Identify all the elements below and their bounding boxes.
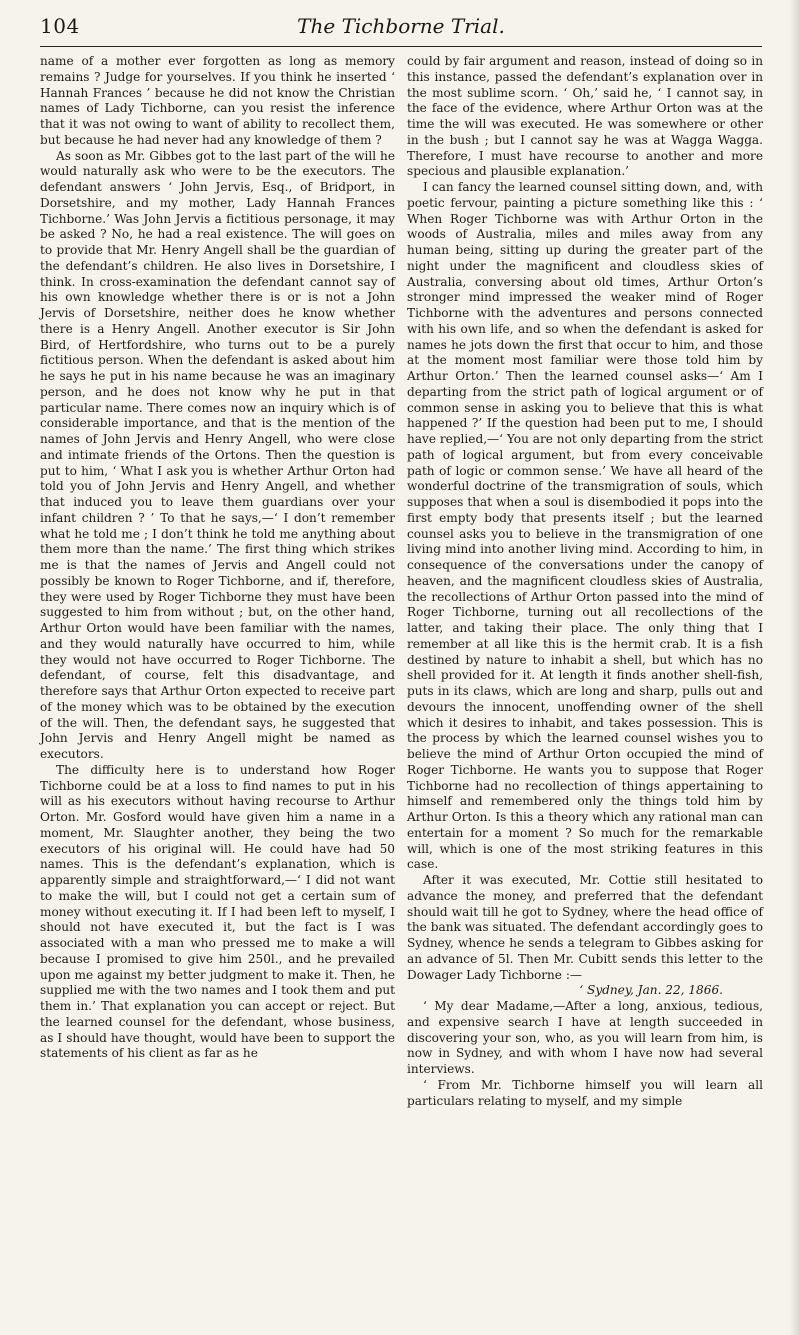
letter-paragraph: ‘ My dear Madame,—After a long, anxious, tedious, and expensive search I have at length succeeded in discovering your son, who, as you will learn from him, is now in Sydney, and with whom I have now had several interviews. <box>407 999 763 1076</box>
paragraph: After it was executed, Mr. Cottie still hesitated to advance the money, and preferred that the defendant should wait till he got to Sydney, where the head office of the bank was situated. The defendant accordingly goes to Sydney, whence he sends a telegram to Gibbes asking for an advance of 5l. Then Mr. Cubitt sends this letter to the Dowager Lady Tichborne :— <box>407 873 763 982</box>
paragraph: The difficulty here is to understand how Roger Tichborne could be at a loss to find names to put in his will as his executors without having recourse to Arthur Orton. Mr. Gosford would have given him a name in a moment, Mr. Slaughter another, they being the two executors of his original will. He could have had 50 names. This is the defendant’s explanation, which is apparently simple and straightforward,—‘ I did not want to make the will, but I could not get a certain sum of money without executing it. If I had been left to myself, I should not have executed it, but the fact is I was associated with a man who pressed me to make a will because I promised to give him 250l., and he prevailed upon me against my better judgment to make it. Then, he supplied me with the two names and I took them and put them in.’ That explanation you can accept or reject. But the learned counsel for the defendant, whose business, as I should have thought, would have been to support the statements of his client as far as he <box>40 762 395 1061</box>
paragraph: As soon as Mr. Gibbes got to the last part of the will he would naturally ask who were to be the executors. The defendant answers ‘ John Jervis, Esq., of Bridport, in Dorsetshire, and my mother, Lady Hannah Frances Tichborne.’ Was John Jervis a fictitious personage, it may be asked ? No, he had a real existence. The will goes on to provide that Mr. Henry Angell shall be the guardian of the defendant’s children. He also lives in Dorsetshire, I think. In cross-examination the defendant cannot say of his own knowledge whether there is or is not a John Jervis of Dorsetshire, neither does he know whether there is a Henry Angell. Another executor is Sir John Bird, of Hertfordshire, who turns out to be a purely fictitious person. When the defendant is asked about him he says he put in his name because he was an imaginary person, and he does not know why he put in that particular name. There comes now an inquiry which is of considerable importance, and that is the mention of the names of John Jervis and Henry Angell, who were close and intimate friends of the Ortons. Then the question is put to him, ‘ What I ask you is whether Arthur Orton had told you of John Jervis and Henry Angell, and whether that induced you to leave them guardians over your infant children ? ’ To that he says,—‘ I don’t remember what he told me ; I don’t think he told me anything about them more than the name.’ The first thing which strikes me is that the names of Jervis and Angell could not possibly be known to Roger Tichborne, and if, therefore, they were used by Roger Tichborne they must have been suggested to him from without ; but, on the other hand, Arthur Orton would have been familiar with the names, and they would naturally have occurred to him, while they would not have occurred to Roger Tichborne. The defendant, of course, felt this disadvantage, and therefore says that Arthur Orton expected to receive part of the money which was to be obtained by the execution of the will. Then, the defendant says, he suggested that John Jervis and Henry Angell might be named as executors. <box>40 148 395 761</box>
letter-paragraph: ‘ From Mr. Tichborne himself you will learn all particulars relating to myself, and my simple <box>407 1077 763 1108</box>
running-title: The Tichborne Trial. <box>297 14 505 38</box>
page-number: 104 <box>40 14 80 38</box>
page-header <box>40 12 762 47</box>
paragraph: I can fancy the learned counsel sitting down, and, with poetic fervour, painting a picture something like this : ‘ When Roger Tichborne was with Arthur Orton in the woods of Australia, miles and miles away from any human being, sitting up during the greater part of the night under the magnificent and cloudless skies of Australia, conversing about old times, Arthur Orton’s stronger mind impressed the weaker mind of Roger Tichborne with the adventures and persons connected with his own life, and so when the defendant is asked for names he jots down the first that occur to him, and those at the moment most familiar were those told him by Arthur Orton.’ Then the learned counsel asks—‘ Am I departing from the strict path of logical argument or of common sense in asking you to believe that this is what happened ?’ If the question had been put to me, I should have replied,—‘ You are not only departing from the strict path of logical argument, but from every conceivable path of logic or common sense.’ We have all heard of the wonderful doctrine of the transmigration of souls, which supposes that when a soul is disembodied it pops into the first empty body that presents itself ; but the learned counsel asks you to believe in the transmigration of one living mind into another living mind. According to him, in consequence of the conversations under the canopy of heaven, and the magnificent cloudless skies of Australia, the recollections of Arthur Orton passed into the mind of Roger Tichborne, turning out all recollections of the latter, and taking their place. The only thing that I remember at all like this is the hermit crab. It is a fish destined by nature to inhabit a shell, but which has no shell provided for it. At length it finds another shell-fish, puts in its claws, which are long and sharp, pulls out and devours the innocent, unoffending owner of the shell which it desires to inhabit, and takes possession. This is the process by which the learned counsel wishes you to believe the mind of Arthur Orton occupied the mind of Roger Tichborne. He wants you to suppose that Roger Tichborne had no recollection of things appertaining to himself and remembered only the things told him by Arthur Orton. Is this a theory which any rational man can entertain for a moment ? So much for the remarkable will, which is one of the most striking features in this case. <box>407 180 763 872</box>
left-column <box>40 54 395 1062</box>
letter-dateline: ‘ Sydney, Jan. 22, 1866. <box>579 983 723 998</box>
paragraph: name of a mother ever forgotten as long as memory remains ? Judge for yourselves. If you think he inserted ‘ Hannah Frances ’ because he did not know the Christian names of Lady Tichborne, can you resist the inference that it was not owing to want of ability to recollect them, but because he had never had any knowledge of them ? <box>40 54 395 147</box>
right-column <box>407 54 763 1109</box>
page-edge-shadow <box>790 0 800 1335</box>
paragraph: could by fair argument and reason, instead of doing so in this instance, passed the defendant’s explanation over in the most sublime scorn. ‘ Oh,’ said he, ‘ I cannot say, in the face of the evidence, where Arthur Orton was at the time the will was executed. He was somewhere or other in the bush ; but I cannot say he was at Wagga Wagga. Therefore, I must have recourse to another and more specious and plausible explanation.’ <box>407 54 763 179</box>
